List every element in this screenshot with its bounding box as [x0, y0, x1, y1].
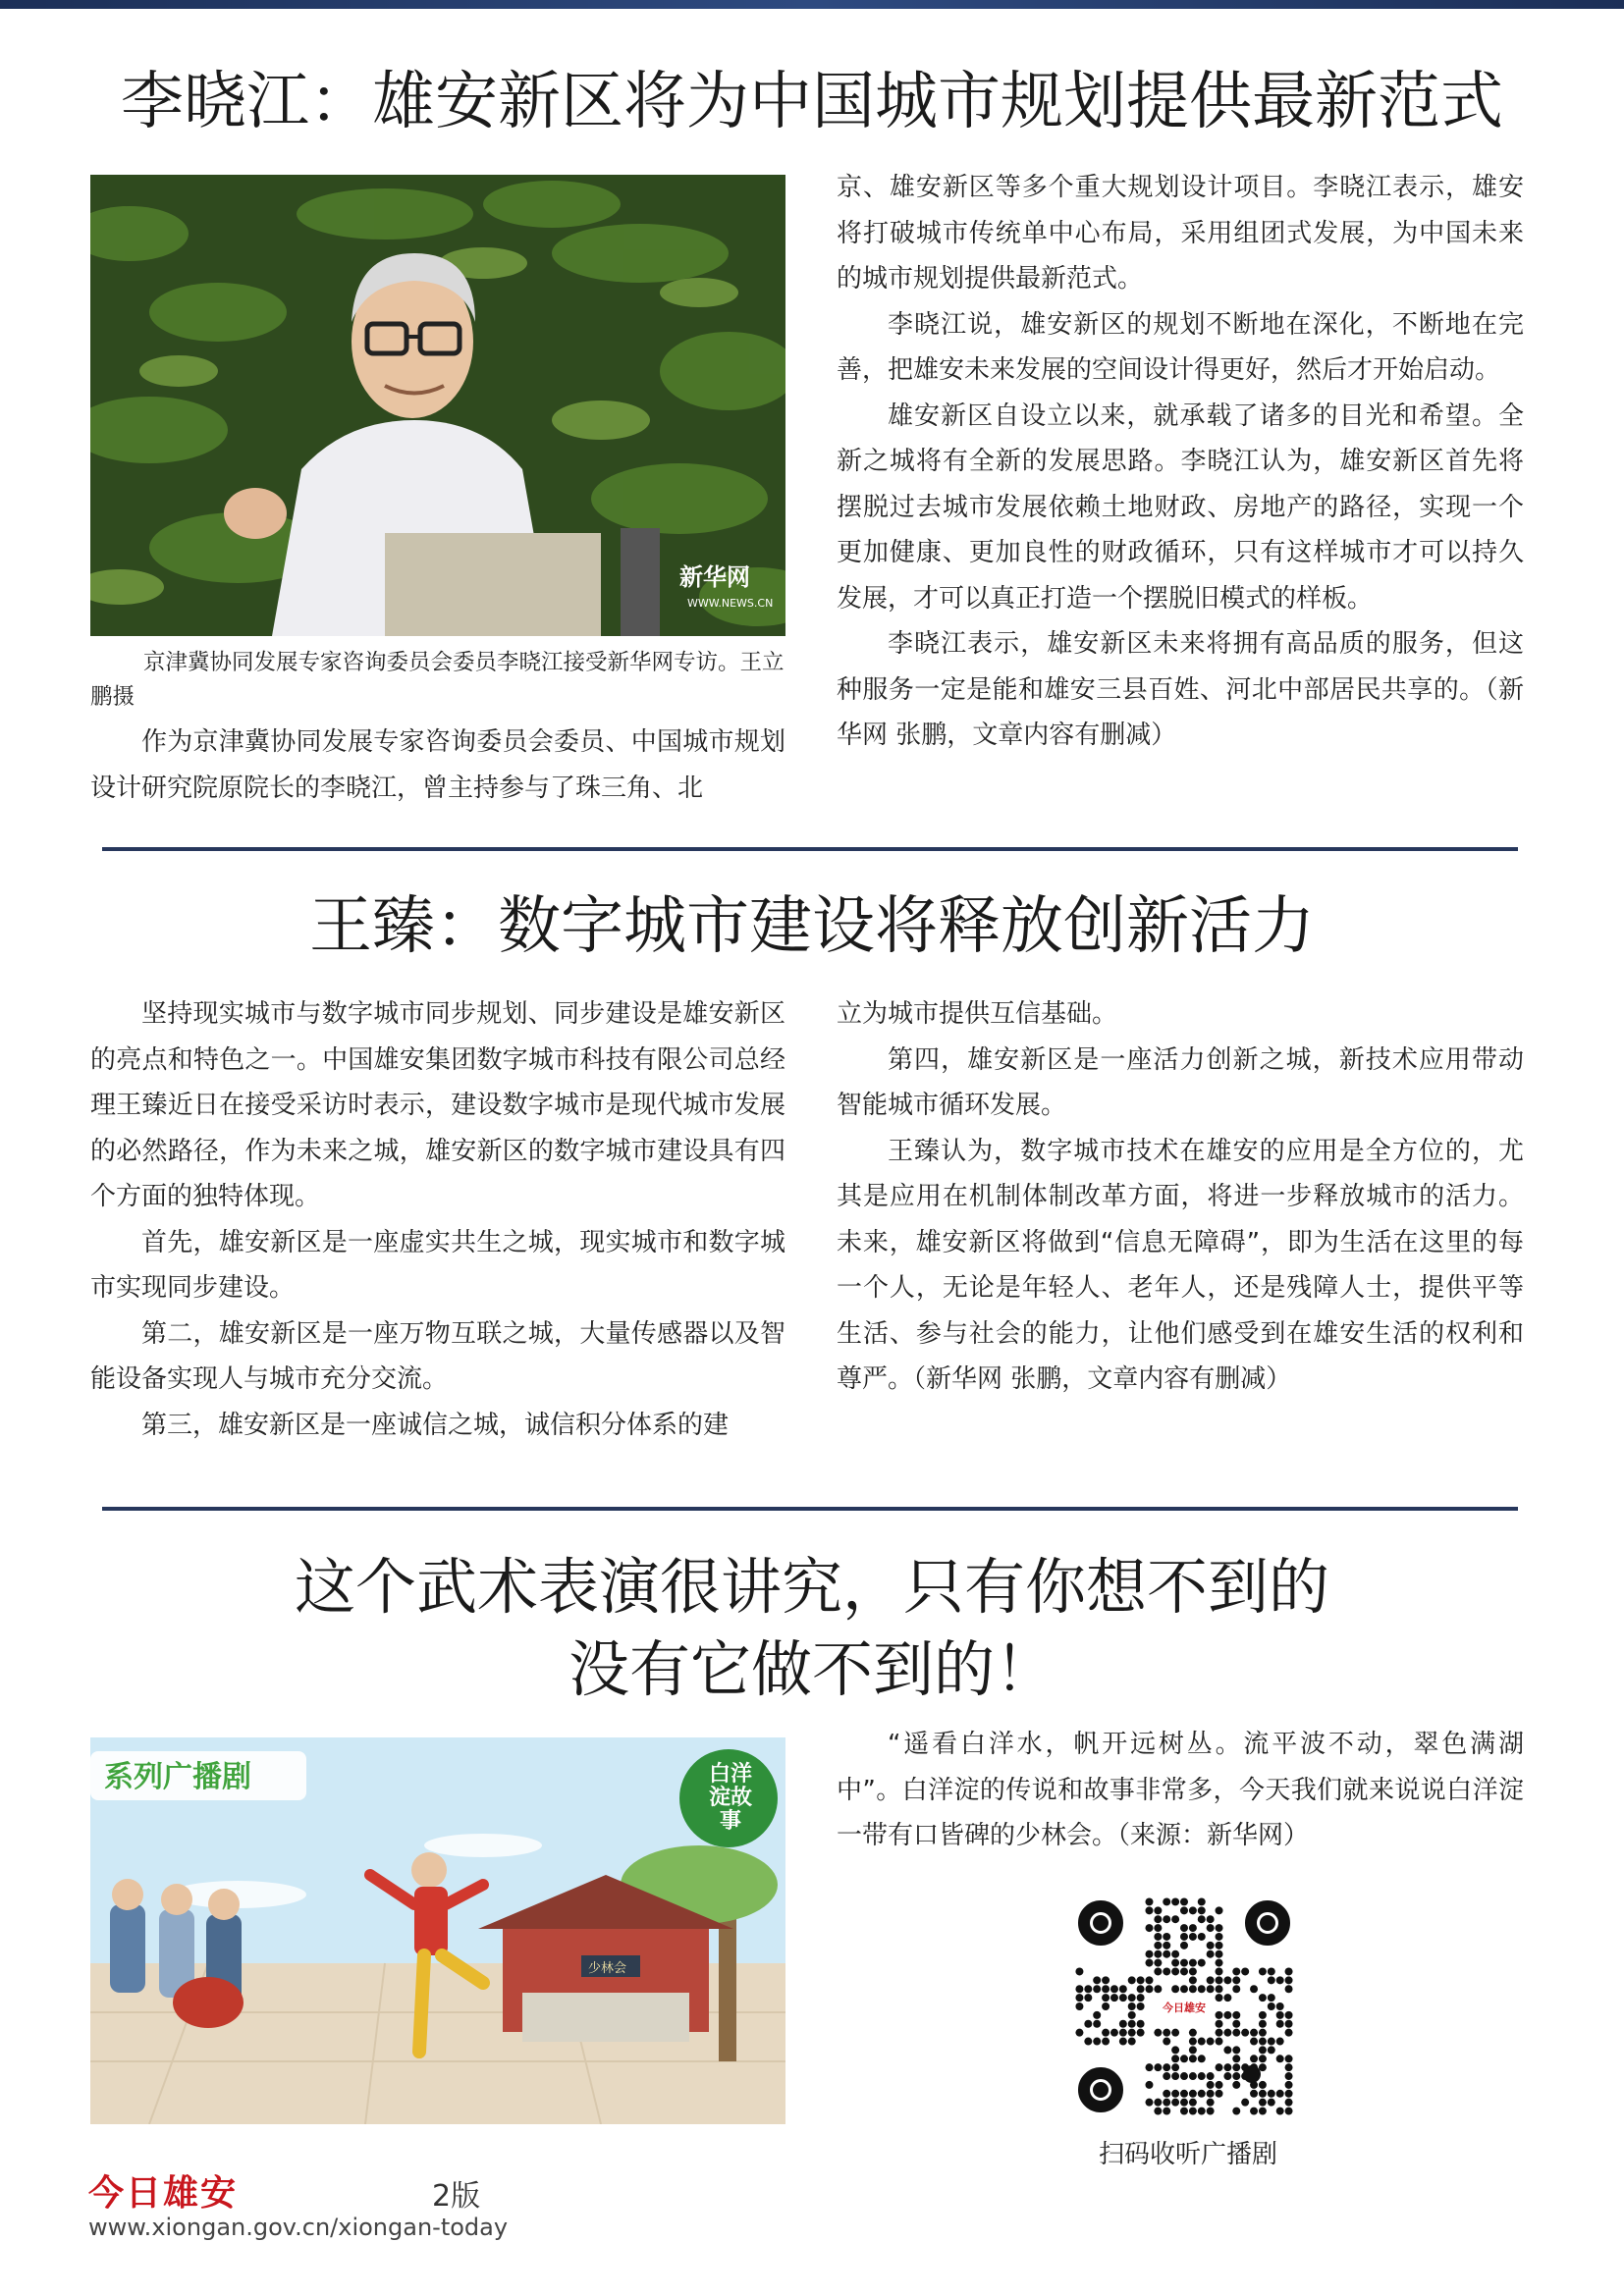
article2-paragraph: 立为城市提供互信基础。 — [837, 999, 1118, 1029]
article2-paragraph: 王臻认为，数字城市技术在雄安的应用是全方位的，尤其是应用在机制体制改革方面，将进一步释放城市的活力。未来，雄安新区将做到“信息无障碍”，即为生活在这里的每一个人，无论是年轻人、老年人，还是残障人士，提供平等生活、参与社会的能力，让他们感受到在雄安生活的权利和尊严。（新华网 张鹏，文章内容有删减） — [837, 1136, 1524, 1394]
section-divider — [102, 1507, 1518, 1511]
photo-watermark-logo: 新华网 — [679, 563, 750, 591]
article2-paragraph: 第三，雄安新区是一座诚信之城，诚信积分体系的建 — [141, 1410, 730, 1440]
article2-paragraph: 第四，雄安新区是一座活力创新之城，新技术应用带动智能城市循环发展。 — [837, 1044, 1524, 1120]
article1-paragraph: 雄安新区自设立以来，就承载了诸多的目光和希望。全新之城将有全新的发展思路。李晓江认为，雄安新区首先将摆脱过去城市发展依赖土地财政、房地产的路径，实现一个更加健康、更加良性的财政循环，只有这样城市才可以持久发展，才可以真正打造一个摆脱旧模式的样板。 — [837, 400, 1524, 614]
article1-left-paragraph: 作为京津冀协同发展专家咨询委员会委员、中国城市规划设计研究院原院长的李晓江，曾主持参与了珠三角、北 — [90, 727, 785, 803]
page-number: 2版 — [432, 2179, 481, 2214]
article3-title — [0, 1546, 1624, 1711]
article2-title: 王臻：数字城市建设将释放创新活力 — [309, 890, 1315, 963]
footer-url[interactable]: www.xiongan.gov.cn/xiongan-today — [88, 2214, 509, 2241]
article2-left-column — [90, 991, 785, 1448]
article2-paragraph: 坚持现实城市与数字城市同步规划、同步建设是雄安新区的亮点和特色之一。中国雄安集团数字城市科技有限公司总经理王臻近日在接受采访时表示，建设数字城市是现代城市发展的必然路径，作为未来之城，雄安新区的数字城市建设具有四个方面的独特体现。 — [90, 999, 785, 1211]
article1-paragraph: 京、雄安新区等多个重大规划设计项目。李晓江表示，雄安将打破城市传统单中心布局，采用组团式发展，为中国未来的城市规划提供最新范式。 — [837, 173, 1524, 294]
radio-drama-banner: 系列广播剧 — [104, 1760, 251, 1794]
article2-paragraph: 第二，雄安新区是一座万物互联之城，大量传感器以及智能设备实现人与城市充分交流。 — [90, 1318, 785, 1394]
qr-code[interactable] — [1075, 1897, 1293, 2115]
article2-paragraph: 首先，雄安新区是一座虚实共生之城，现实城市和数字城市实现同步建设。 — [90, 1227, 785, 1303]
article2-right-column — [837, 991, 1524, 1403]
top-accent-bar — [0, 0, 1624, 9]
article1-title: 李晓江：雄安新区将为中国城市规划提供最新范式 — [121, 66, 1503, 138]
article1-paragraph: 李晓江说，雄安新区的规划不断地在深化，不断地在完善，把雄安未来发展的空间设计得更好，然后才开始启动。 — [837, 309, 1524, 385]
photo-watermark-url: WWW.NEWS.CN — [687, 597, 774, 610]
article1-right-column — [837, 165, 1524, 759]
article3-paragraph: “遥看白洋水，帆开远树丛。流平波不动，翠色满湖中”。白洋淀的传说和故事非常多，今天我们就来说说白洋淀一带有口皆碑的少林会。（来源：新华网） — [837, 1730, 1524, 1850]
story-badge: 白洋淀故事 — [708, 1762, 752, 1834]
footer-logo: 今日雄安 — [88, 2172, 239, 2214]
article1-photo — [90, 175, 785, 636]
qr-center-logo: 今日雄安 — [1163, 2002, 1206, 2014]
qr-label: 扫码收听广播剧 — [1098, 2140, 1277, 2169]
section-divider — [102, 847, 1518, 851]
temple-sign: 少林会 — [588, 1961, 627, 1976]
article3-title-line1: 这个武术表演很讲究，只有你想不到的 — [294, 1551, 1329, 1623]
article1-paragraph: 李晓江表示，雄安新区未来将拥有高品质的服务，但这种服务一定是能和雄安三县百姓、河北中部居民共享的。（新华网 张鹏，文章内容有删减） — [837, 629, 1524, 750]
article3-text-column — [837, 1722, 1524, 1859]
radio-drama-illustration — [90, 1737, 785, 2124]
article1-caption: 京津冀协同发展专家咨询委员会委员李晓江接受新华网专访。王立鹏摄 — [90, 650, 785, 710]
article1-left-column — [90, 720, 785, 811]
article3-title-line2: 没有它做不到的！ — [568, 1633, 1056, 1705]
